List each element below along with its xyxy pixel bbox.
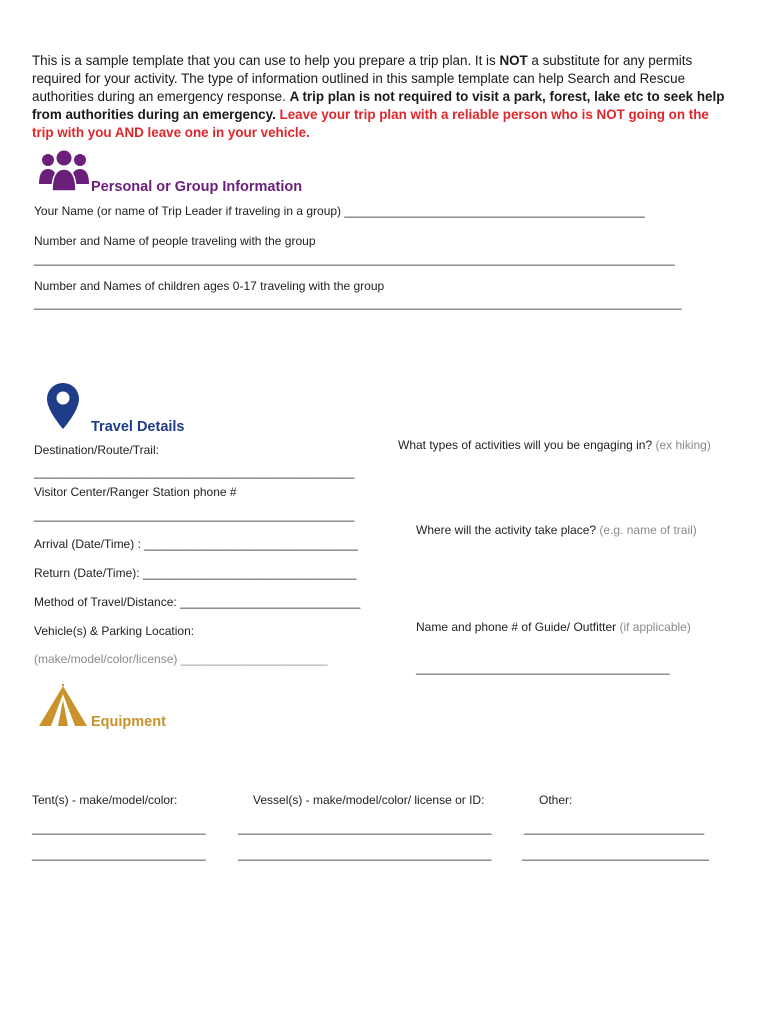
children-label: Number and Names of children ages 0-17 traveling with the group [34, 279, 385, 293]
arrival-field[interactable]: Arrival (Date/Time) : ________________________________ [34, 537, 358, 551]
people-label: Number and Name of people traveling with the group [34, 234, 316, 248]
destination-field[interactable]: ________________________________________________ [34, 465, 355, 479]
method-of-travel-field[interactable]: Method of Travel/Distance: ___________________________ [34, 595, 361, 609]
return-field[interactable]: Return (Date/Time): ________________________________ [34, 566, 357, 580]
people-group-icon [38, 150, 90, 192]
where-label: Where will the activity take place? [416, 523, 597, 537]
tent-icon [37, 684, 89, 728]
other-label: Other: [539, 793, 573, 807]
intro-text-1: This is a sample template that you can use to help you prepare a trip plan. It is [32, 53, 500, 68]
tent-label: Tent(s) - make/model/color: [32, 793, 178, 807]
people-field[interactable]: ________________________________________________________________________________________________ [34, 252, 675, 266]
personal-heading: Personal or Group Information [91, 179, 303, 195]
tent-field-2[interactable]: __________________________ [32, 847, 206, 861]
intro-bold-note: A trip plan is not required to visit a park, forest, lake etc to seek help from authorities during an emergency. [32, 89, 725, 122]
intro-text-2: a substitute for any permits required for your activity. The type of information outlined in this sample template can help Search and Rescue authorities during an emergency response. [32, 53, 693, 104]
vessel-field-2[interactable]: ______________________________________ [238, 847, 492, 861]
intro-red-note: Leave your trip plan with a reliable person who is NOT going on the trip with you AND leave one in your vehicle. [32, 107, 709, 140]
visitor-center-label: Visitor Center/Ranger Station phone # [34, 485, 237, 499]
vessel-label: Vessel(s) - make/model/color/ license or ID: [253, 793, 485, 807]
tent-field-1[interactable]: __________________________ [32, 821, 206, 835]
intro-not: NOT [499, 53, 528, 68]
guide-label: Name and phone # of Guide/ Outfitter [416, 620, 617, 634]
equipment-heading: Equipment [91, 714, 166, 730]
guide-hint: (if applicable) [616, 620, 691, 634]
travel-heading: Travel Details [91, 419, 185, 435]
other-field-1[interactable]: ___________________________ [524, 821, 705, 835]
where-hint: (e.g. name of trail) [596, 523, 697, 537]
vehicle-label: Vehicle(s) & Parking Location: [34, 624, 195, 638]
visitor-center-field[interactable]: ________________________________________________ [34, 508, 355, 522]
activities-hint: (ex hiking) [652, 438, 711, 452]
destination-label: Destination/Route/Trail: [34, 443, 159, 457]
guide-field[interactable]: ______________________________________ [416, 661, 670, 675]
where-question [416, 523, 697, 537]
vehicle-field[interactable]: (make/model/color/license) ______________________ [34, 652, 328, 666]
intro-paragraph [32, 52, 732, 142]
your-name-field[interactable]: Your Name (or name of Trip Leader if traveling in a group) _____________________________________________ [34, 204, 645, 218]
other-field-2[interactable]: ____________________________ [522, 847, 709, 861]
vessel-field-1[interactable]: ______________________________________ [238, 821, 492, 835]
guide-question [416, 620, 691, 634]
children-field[interactable]: _________________________________________________________________________________________________ [34, 296, 682, 310]
activities-question [398, 438, 711, 452]
location-pin-icon [46, 382, 80, 430]
activities-label: What types of activities will you be engaging in? [398, 438, 653, 452]
